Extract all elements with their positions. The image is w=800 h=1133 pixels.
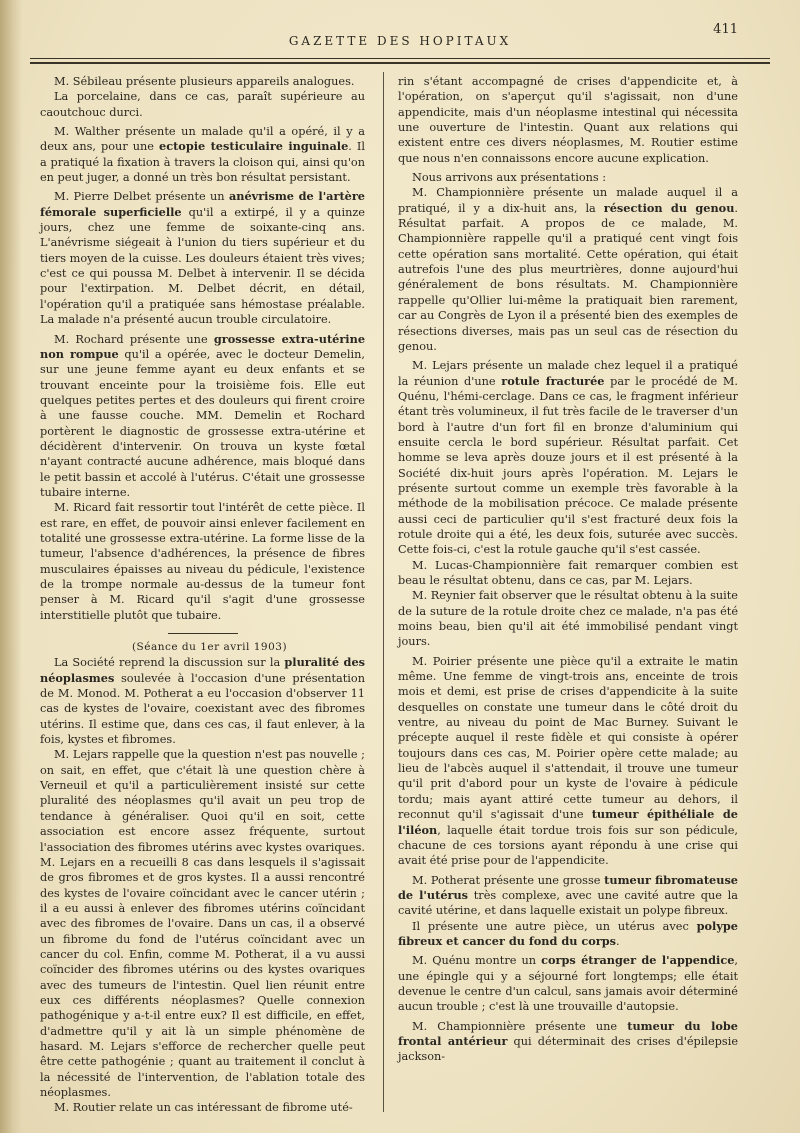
paragraph-routier: M. Routier relate un cas intéressant de fibrome uté-	[54, 1101, 353, 1115]
running-title: GAZETTE DES HOPITAUX	[288, 34, 512, 48]
paragraph-porcelaine: La porcelaine, dans ce cas, paraît supérieure au caoutchouc durci.	[40, 90, 365, 119]
subject-term: rotule fracturée	[501, 373, 605, 388]
paragraph-championniere: M. Championnière présente un malade auquel il a pratiqué, il y a dix-huit ans, la résection du genou. Résultat parfait. A propos de ce malade, M. Championnière rappelle qu'il a pratiqué cent vingt fois cette opération sans mortalité. Cette opération, qui était autrefois l'une des plus meurtrières, donne aujourd'hui généralement de bons résultats. M. Championnière rappelle qu'Ollier lui-même la pratiquait bien rarement, car au Congrès de Lyon il a présenté bien des exemples de résections diverses, mais pas un seul cas de résection du genou.	[398, 186, 738, 353]
subject-term: tumeur fibromateuse de l'utérus	[398, 872, 738, 902]
right-column	[398, 74, 738, 1065]
paragraph-presentations: Nous arrivons aux présentations :	[412, 171, 607, 185]
left-column	[40, 74, 365, 1116]
paragraph-reynier: M. Reynier fait observer que le résultat obtenu à la suite de la suture de la rotule droite chez ce malade, n'a pas été moins beau, bien qu'il ait été immobilisé pendant vingt jours.	[398, 589, 738, 649]
paragraph-lejars-rotule: M. Lejars présente un malade chez lequel il a pratiqué la réunion d'une rotule fracturée par le procédé de M. Quénu, l'hémi-cerclage. Dans ce cas, le fragment inférieur étant très volumineux, il fut très facile de le traverser d'un bord à l'autre d'un fort fil en bronze d'aluminium qui ensuite cercla le bord supérieur. Résultat parfait. Cet homme se leva après douze jours et il est présenté à la Société dix-huit jours après l'opération. M. Lejars le présente surtout comme un exemple très favorable à la méthode de la mobilisation précoce. Ce malade présente aussi ceci de particulier qu'il s'est fracturé deux fois la rotule droite qui a été, les deux fois, suturée avec succès. Cette fois-ci, c'est la rotule gauche qu'il s'est cassée.	[398, 359, 738, 557]
subject-term: corps étranger de l'appendice	[541, 953, 735, 968]
paragraph-potherat-2: Il présente une autre pièce, un utérus avec polype fibreux et cancer du fond du corps.	[398, 918, 738, 948]
binding-shadow	[0, 0, 22, 1133]
subject-term: ectopie testiculaire inguinale	[159, 139, 349, 154]
session-heading: (Séance du 1er avril 1903)	[131, 641, 288, 654]
paragraph-rochard: M. Rochard présente une grossesse extra-utérine non rompue qu'il a opérée, avec le docteur Demelin, sur une jeune femme ayant eu deux enfants et se trouvant enceinte pour la troisième fois. Elle eut quelques petites pertes et des douleurs qui firent croire à une fausse couche. MM. Demelin et Rochard portèrent le diagnostic de grossesse extra-utérine et décidèrent d'intervenir. On trouva un kyste fœtal n'ayant contracté aucune adhérence, mais bloqué dans le petit bassin et accolé à l'utérus. C'était une grossesse tubaire interne.	[40, 331, 366, 499]
paragraph-ricard: M. Ricard fait ressortir tout l'intérêt de cette pièce. Il est rare, en effet, de pouvoir ainsi enlever facilement en totalité une grossesse extra-utérine. La forme lisse de la tumeur, l'absence d'adhérences, la présence de fibres musculaires épaisses au niveau du pédicule, l'existence de la trompe normale au-dessus de la tumeur font penser à M. Ricard qu'il s'agit d'une grossesse interstitielle plutôt que tubaire.	[40, 501, 365, 622]
page-number: 411	[713, 22, 738, 37]
paragraph-championniere-2: M. Championnière présente une tumeur du lobe frontal antérieur qui déterminait des crises d'épilepsie jackson-	[398, 1018, 739, 1064]
subject-term: résection du genou	[603, 200, 735, 215]
paragraph-lucas-championniere: M. Lucas-Championnière fait remarquer combien est beau le résultat obtenu, dans ce cas, par M. Lejars.	[398, 558, 738, 587]
paragraph-potherat: M. Potherat présente une grosse tumeur fibromateuse de l'utérus très complexe, avec une cavité autre que la cavité utérine, et dans laquelle existait un polype fibreux.	[398, 872, 738, 918]
paragraph-walther: M. Walther présente un malade qu'il a opéré, il y a deux ans, pour une ectopie testiculaire inguinale. Il a pratiqué la fixation à travers la cloison qui, ainsi qu'on en peut juger, a donné un très bon résultat persistant.	[40, 125, 365, 185]
paragraph-pluralite: La Société reprend la discussion sur la pluralité des néoplasmes soulevée à l'occasion d'une présentation de M. Monod. M. Potherat a eu l'occasion d'observer 11 cas de kystes de l'ovaire, coexistant avec des fibromes utérins. Il estime que, dans ces cas, il faut enlever, à la fois, kystes et fibromes.	[40, 655, 366, 747]
subject-term: grossesse extra-utérine non rompue	[40, 331, 366, 361]
paragraph-poirier: M. Poirier présente une pièce qu'il a extraite le matin même. Une femme de vingt-trois ans, enceinte de trois mois et demi, est prise de crises d'appendicite à la suite desquelles on constate une tumeur dans le côté droit du ventre, au niveau du point de Mac Burney. Suivant le précepte auquel il reste fidèle et qui consiste à opérer toujours dans ces cas, M. Poirier opère cette malade; au lieu de l'abcès auquel il s'attendait, il trouve une tumeur qu'il prit d'abord pour un kyste de l'ovaire à pédicule tordu; mais ayant attiré cette tumeur au dehors, il reconnut qu'il s'agissait d'une tumeur épithéliale de l'iléon, laquelle était tordue trois fois sur son pédicule, chacune de ces torsions ayant répondu à une crise qui avait été prise pour de l'appendicite.	[398, 654, 738, 868]
paragraph-delbet: M. Pierre Delbet présente un anévrisme de l'artère fémorale superficielle qu'il a extirpé, il y a quinze jours, chez une femme de soixante-cinq ans. L'anévrisme siégeait à l'union du tiers supérieur et du tiers moyen de la cuisse. Les douleurs étaient très vives; c'est ce qui poussa M. Delbet à intervenir. Il se décida pour l'extirpation. M. Delbet décrit, en détail, l'opération qu'il a pratiquée sans hémostase préalable. La malade n'a présenté aucun trouble circulatoire.	[40, 189, 365, 327]
header-rule	[30, 58, 770, 59]
paragraph-lejars: M. Lejars rappelle que la question n'est pas nouvelle ; on sait, en effet, que c'était là une question chère à Verneuil et qu'il a particulièrement insisté sur cette pluralité des néoplasmes qu'il avait un peu trop de tendance à généraliser. Quoi qu'il en soit, cette association est encore assez fréquente, surtout l'association des fibromes utérins avec kystes ovariques. M. Lejars en a recueilli 8 cas dans lesquels il s'agissait de gros fibromes et de gros kystes. Il a aussi rencontré des kystes de l'ovaire coïncidant avec le cancer utérin ; il a eu aussi à enlever des fibromes utérins coïncidant avec des fibromes de l'ovaire. Dans un cas, il a observé un fibrome du fond de l'utérus coïncidant avec un cancer du col. Enfin, comme M. Potherat, il a vu aussi coïncider des fibromes utérins ou des kystes ovariques avec des tumeurs de l'intestin. Quel lien réunit entre eux ces différents néoplasmes? Quelle connexion pathogénique y a-t-il entre eux? Il est difficile, en effet, d'admettre qu'il y ait là un simple phénomène de hasard. M. Lejars s'efforce de rechercher quelle peut être cette pathogénie ; quant au traitement il conclut à la nécessité de l'intervention, de l'ablation totale des néoplasmes.	[40, 748, 365, 1099]
column-divider	[383, 72, 384, 1112]
subject-term: anévrisme de l'artère fémorale superficielle	[40, 189, 365, 219]
subject-term: tumeur épithéliale de l'iléon	[398, 807, 738, 837]
header-rule-thick	[30, 62, 770, 64]
section-rule	[168, 633, 238, 634]
subject-term: tumeur du lobe frontal antérieur	[398, 1018, 738, 1048]
paragraph-sebileau: M. Sébileau présente plusieurs appareils analogues.	[54, 75, 355, 88]
subject-term: polype fibreux et cancer du fond du corps	[398, 918, 738, 948]
paragraph-quenu: M. Quénu montre un corps étranger de l'appendice, une épingle qui y a séjourné fort longtemps; elle était devenue le centre d'un calcul, sans jamais avoir déterminé aucun trouble ; c'est là une trouvaille d'autopsie.	[398, 953, 738, 1014]
subject-term: pluralité des néoplasmes	[40, 655, 366, 685]
paragraph-routier-cont: rin s'étant accompagné de crises d'appendicite et, à l'opération, on s'aperçut qu'il s'agissait, non d'une appendicite, mais d'un néoplasme intestinal qui nécessita une ouverture de l'intestin. Quant aux relations qui existent entre ces divers néoplasmes, M. Routier estime que nous n'en connaissons encore aucune explication.	[398, 75, 738, 165]
